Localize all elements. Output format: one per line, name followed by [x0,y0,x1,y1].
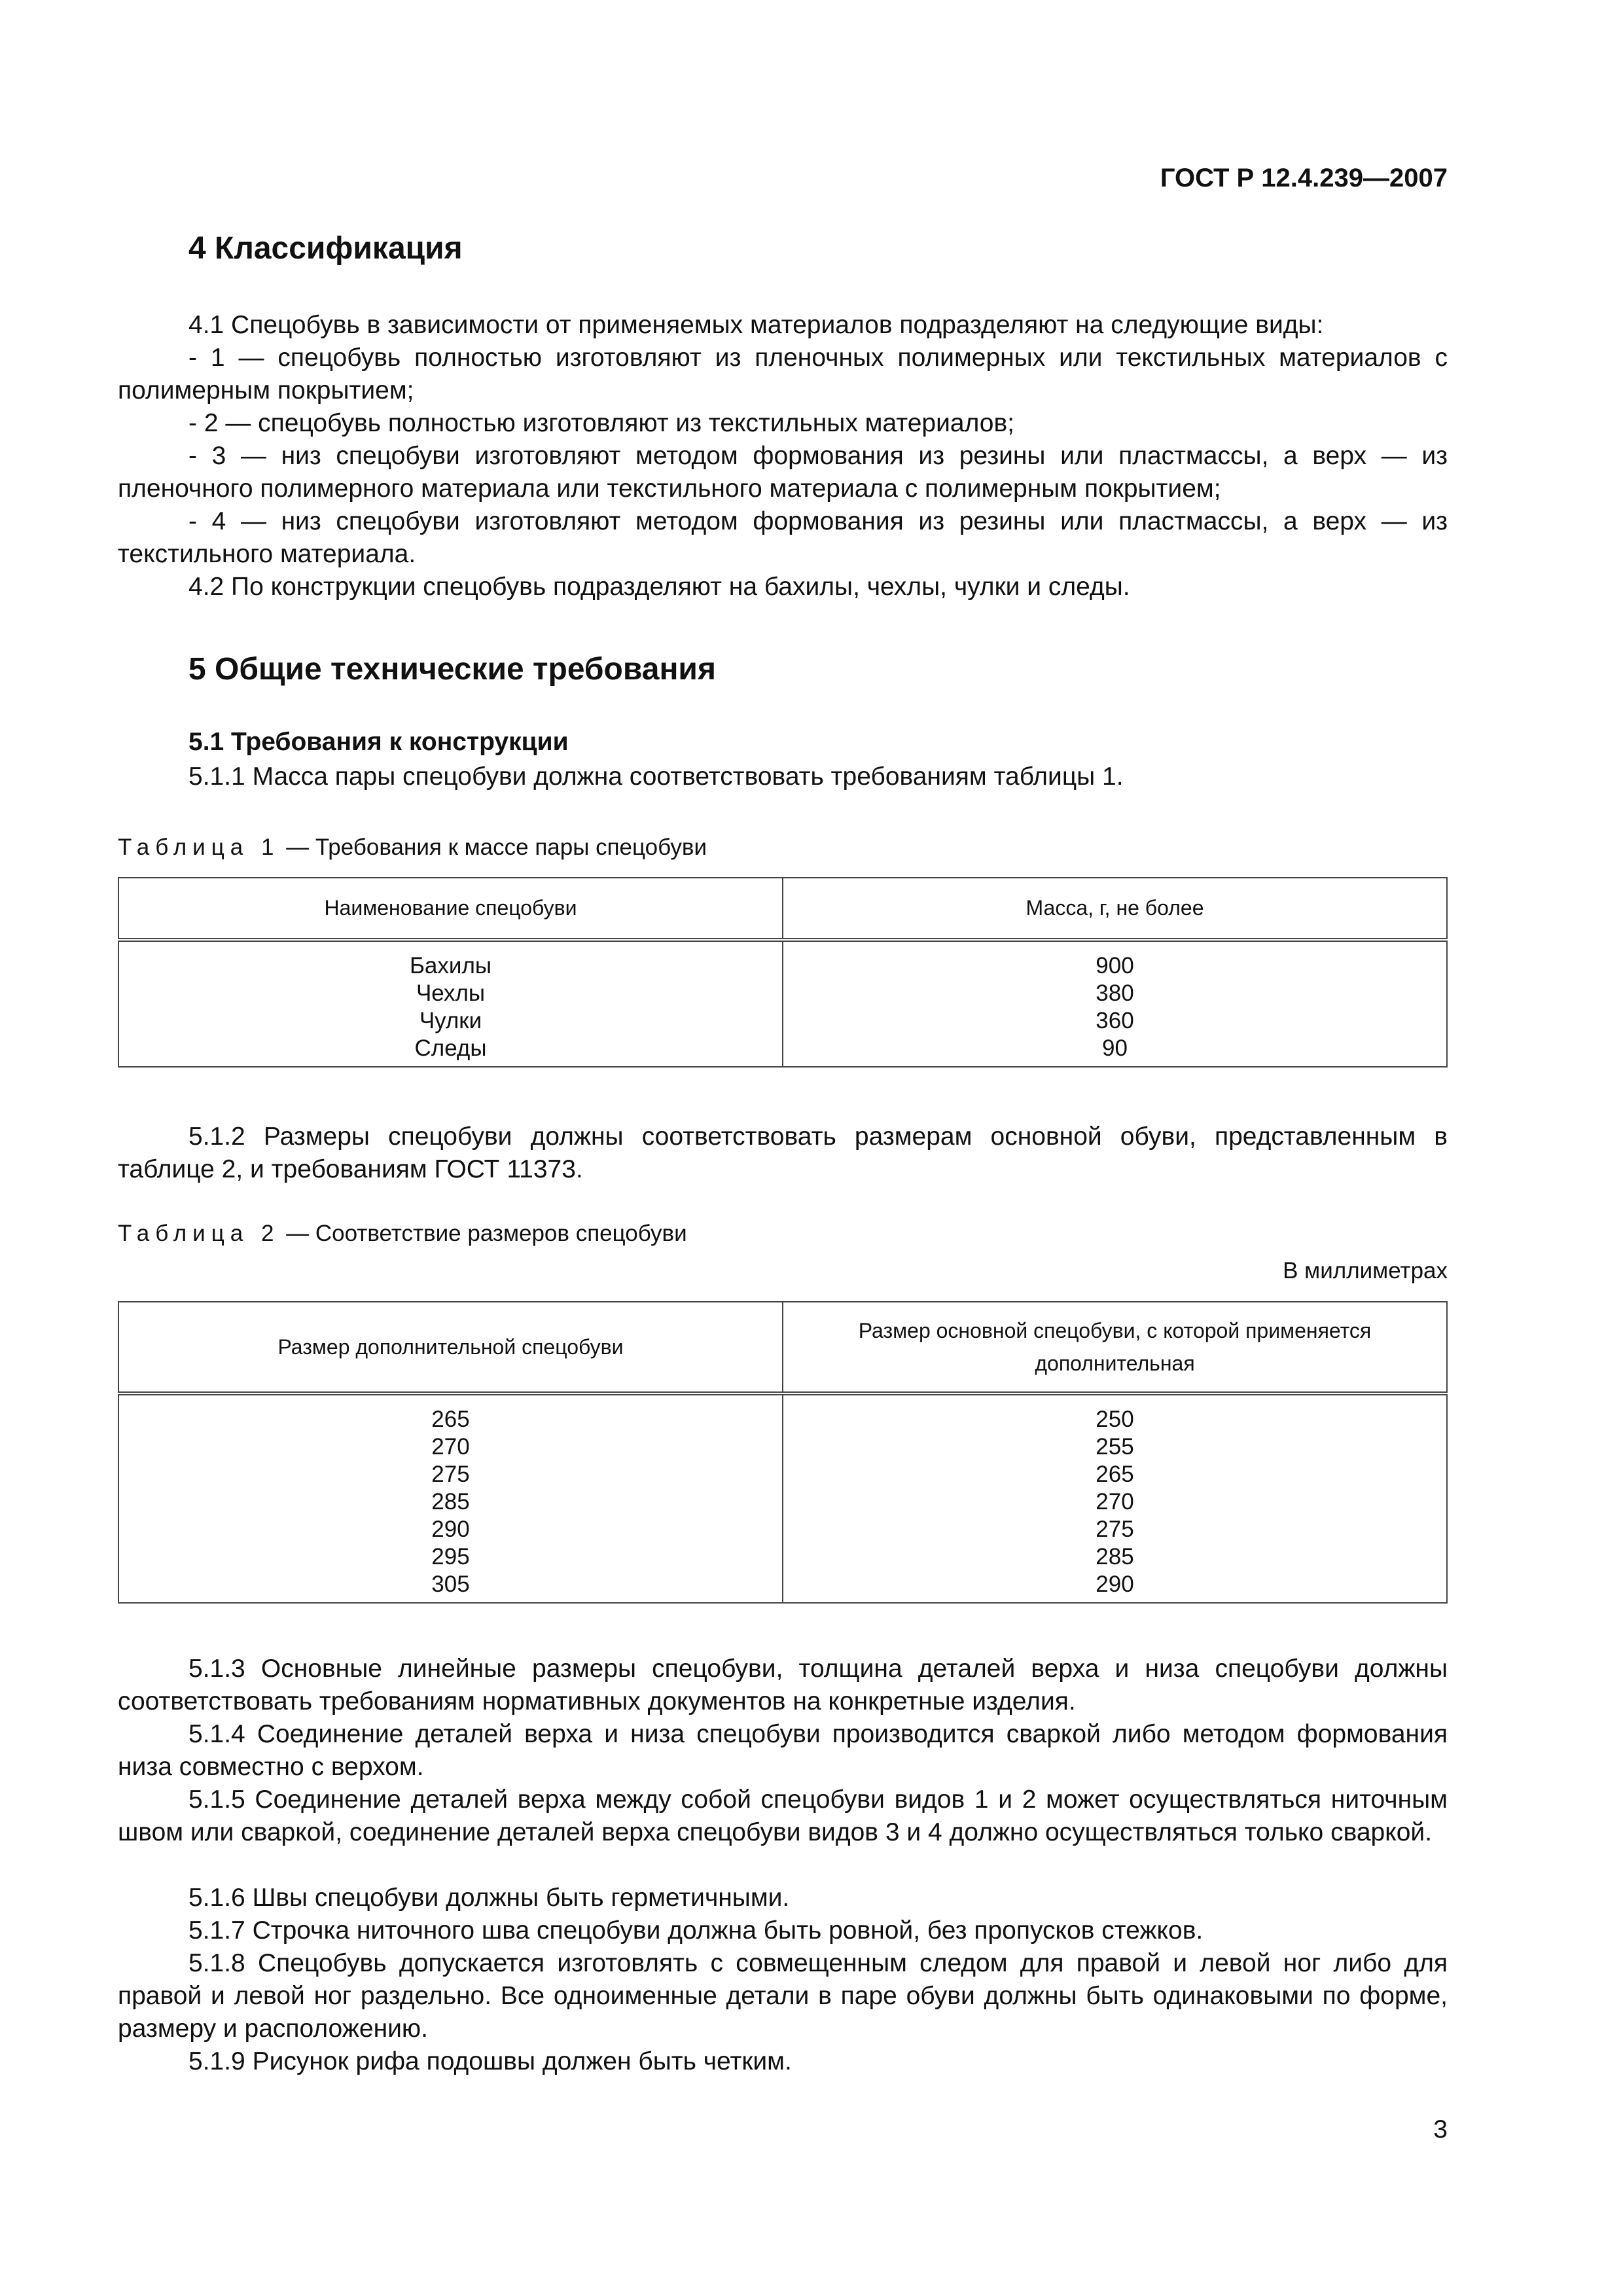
table-cell: Чехлы [118,980,783,1007]
table-cell: 360 [783,1007,1447,1035]
table-cell: 275 [783,1516,1447,1543]
table-row [118,1571,1447,1603]
table-1-col-name: Наименование спецобуви [118,878,783,940]
table-row [118,940,1447,980]
table-row [118,1007,1447,1035]
table-row [118,1461,1447,1488]
table-header-row [118,878,1447,940]
table-cell: 275 [118,1461,783,1488]
para-5-1-6: 5.1.6 Швы спецобуви должны быть герметичными. [188,1884,790,1912]
list-item-4: - 4 — низ спецобуви изготовляют методом формования из резины или пластмассы, а верх — из текстильного материала. [118,507,1448,568]
table-cell: Следы [118,1035,783,1067]
table-row [118,1488,1447,1516]
table-cell: 285 [118,1488,783,1516]
table-cell: 255 [783,1433,1447,1461]
para-5-1-2: 5.1.2 Размеры спецобуви должны соответствовать размерам основной обуви, представленным в таблице 2, и требованиям ГОСТ 11373. [118,1122,1448,1183]
table-cell: 270 [118,1433,783,1461]
table-cell: 270 [783,1488,1447,1516]
table-2-caption-text: — Соответствие размеров спецобуви [286,1221,687,1246]
para-4-1: 4.1 Спецобувь в зависимости от применяемых материалов подразделяют на следующие виды: [188,311,1324,339]
section-5-title: 5 Общие технические требования [188,652,716,687]
table-cell: Чулки [118,1007,783,1035]
subsection-5-1-title: 5.1 Требования к конструкции [188,728,569,756]
para-5-1-3: 5.1.3 Основные линейные размеры спецобуви, толщина деталей верха и низа спецобуви должны соответствовать требованиям нормативных документов на конкретные изделия. [118,1655,1448,1715]
para-5-1-9: 5.1.9 Рисунок рифа подошвы должен быть четким. [188,2047,792,2075]
table-cell: 250 [783,1393,1447,1433]
para-5-1-7: 5.1.7 Строчка ниточного шва спецобуви должна быть ровной, без пропусков стежков. [188,1916,1204,1945]
table-cell: 265 [783,1461,1447,1488]
table-row [118,1393,1447,1433]
table-row [118,1035,1447,1067]
table-1-caption [118,834,707,861]
document-id: ГОСТ Р 12.4.239—2007 [1160,164,1448,192]
table-cell: 900 [783,940,1447,980]
table-2-col-extra-size: Размер дополнительной спецобуви [118,1302,783,1393]
table-cell: 290 [783,1571,1447,1603]
table-cell: 295 [118,1543,783,1571]
list-item-3: - 3 — низ спецобуви изготовляют методом формования из резины или пластмассы, а верх — из пленочного полимерного материала или текстильного материала с полимерным покрытием; [118,442,1448,503]
para-5-1-1: 5.1.1 Масса пары спецобуви должна соответствовать требованиям таблицы 1. [188,762,1124,791]
table-cell: 380 [783,980,1447,1007]
para-5-1-8: 5.1.8 Спецобувь допускается изготовлять с совмещенным следом для правой и левой ног либо для правой и левой ног раздельно. Все одноименные детали в паре обуви должны быть одинаковыми по форме, размеру и расположению. [118,1949,1448,2043]
table-row [118,980,1447,1007]
para-4-2: 4.2 По конструкции спецобувь подразделяют на бахилы, чехлы, чулки и следы. [188,573,1130,601]
para-5-1-5: 5.1.5 Соединение деталей верха между собой спецобуви видов 1 и 2 может осуществляться ниточным швом или сваркой, соединение деталей верха спецобуви видов 3 и 4 должно осуществляться только сваркой. [118,1785,1448,1846]
table-2-label: Таблица 2 [118,1221,280,1246]
list-item-2: - 2 — спецобувь полностью изготовляют из текстильных материалов; [188,409,1015,437]
table-row [118,1516,1447,1543]
table-2-units: В миллиметрах [1283,1258,1448,1283]
table-2-caption [118,1221,687,1247]
table-cell: 305 [118,1571,783,1603]
table-2-col-main-size: Размер основной спецобуви, с которой применяется дополнительная [783,1302,1447,1393]
page-number: 3 [1433,2115,1448,2144]
para-5-1-4: 5.1.4 Соединение деталей верха и низа спецобуви производится сваркой либо методом формования низа совместно с верхом. [118,1720,1448,1781]
table-1 [118,877,1448,1067]
table-cell: 265 [118,1393,783,1433]
table-cell: 285 [783,1543,1447,1571]
table-cell: 290 [118,1516,783,1543]
table-row [118,1433,1447,1461]
table-cell: Бахилы [118,940,783,980]
list-item-1: - 1 — спецобувь полностью изготовляют из пленочных полимерных или текстильных материалов с полимерным покрытием; [118,344,1448,404]
table-header-row [118,1302,1447,1393]
table-cell: 90 [783,1035,1447,1067]
table-row [118,1543,1447,1571]
table-2 [118,1301,1448,1604]
table-1-caption-text: — Требования к массе пары спецобуви [286,834,707,860]
section-4-title: 4 Классификация [188,231,463,266]
table-1-col-mass: Масса, г, не более [783,878,1447,940]
table-1-label: Таблица 1 [118,834,280,860]
